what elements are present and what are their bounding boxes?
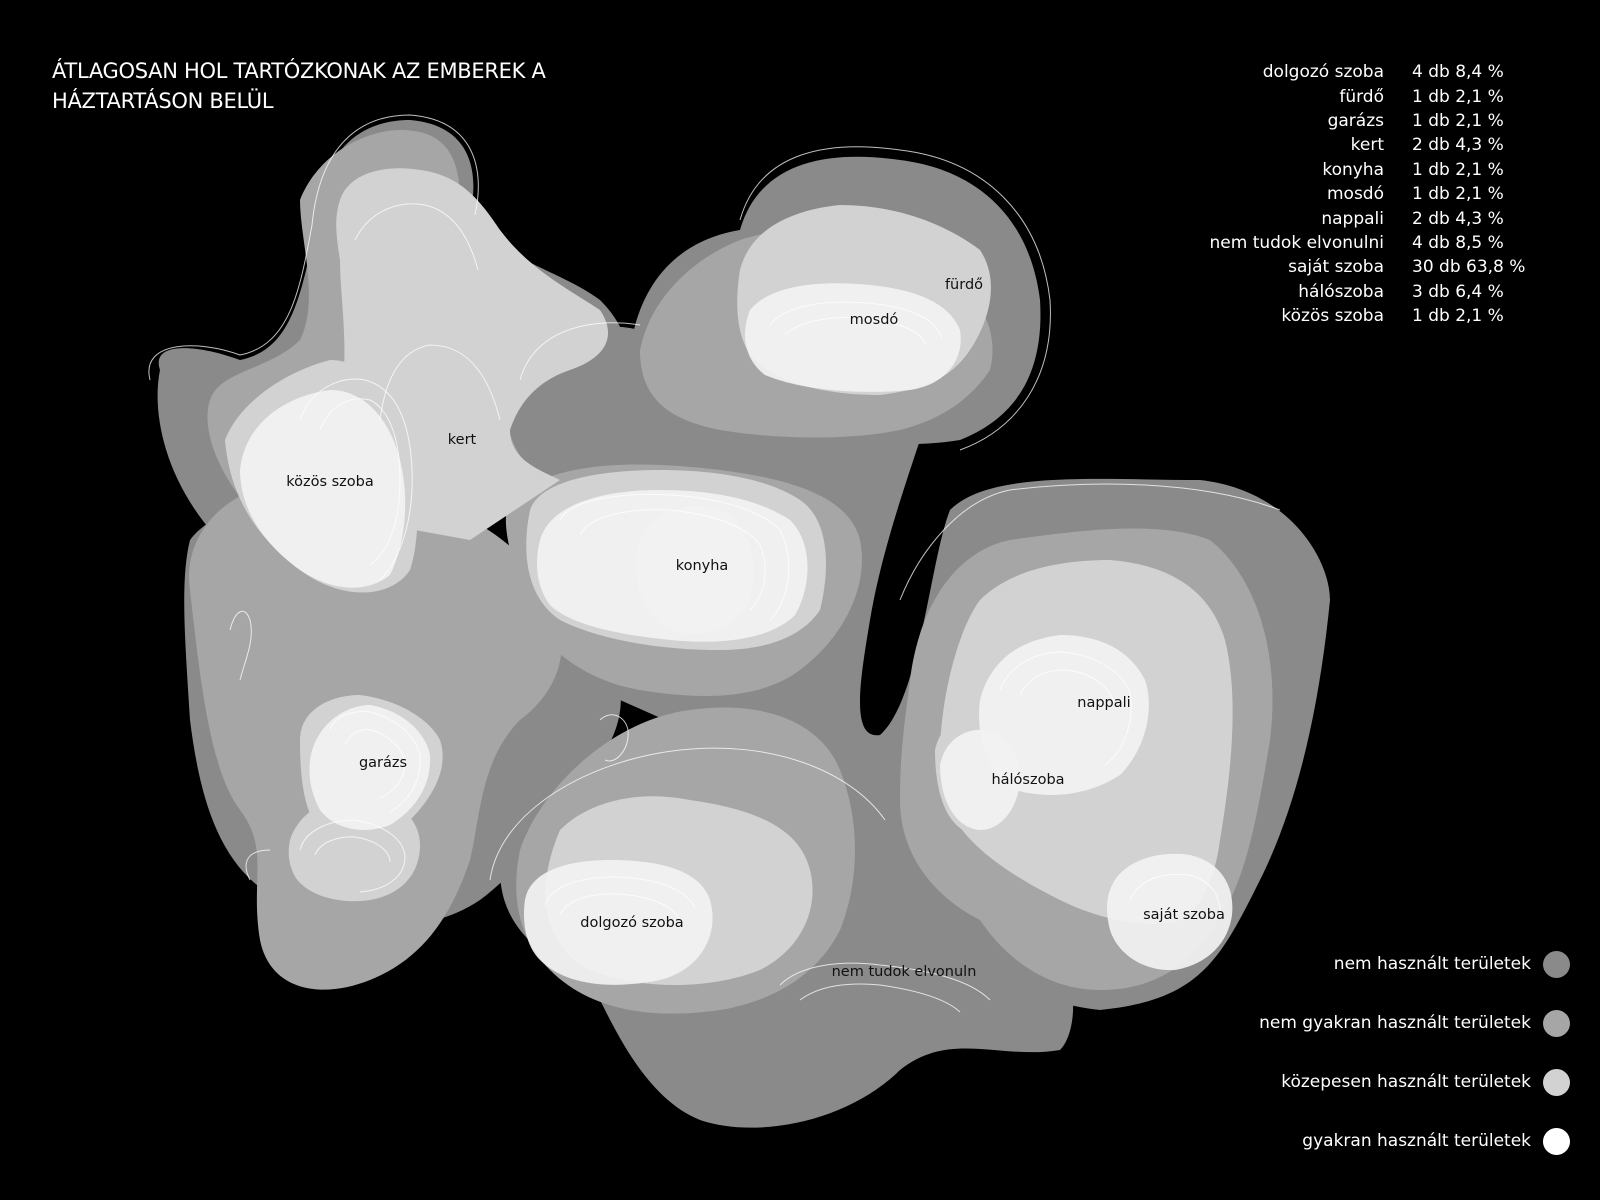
stat-name: közös szoba	[1281, 306, 1384, 327]
label-kert: kert	[447, 432, 477, 448]
legend-label: gyakran használt területek	[1302, 1131, 1531, 1151]
label-sajat-szoba: saját szoba	[1143, 907, 1225, 923]
stat-value: 4 db 8,4 %	[1412, 62, 1504, 83]
legend-label: nem gyakran használt területek	[1259, 1013, 1531, 1033]
legend-item	[1150, 1068, 1570, 1096]
stat-name: nappali	[1321, 208, 1384, 229]
legend-item	[1150, 950, 1570, 978]
stat-value: 1 db 2,1 %	[1412, 184, 1504, 205]
label-nem-tudok-elvonulni: nem tudok elvonuln	[831, 964, 977, 980]
stat-name: kert	[1350, 135, 1384, 156]
stat-value: 30 db 63,8 %	[1412, 257, 1526, 278]
stat-name: nem tudok elvonulni	[1209, 232, 1384, 253]
stat-name: mosdó	[1326, 184, 1384, 205]
stat-value: 1 db 2,1 %	[1412, 110, 1504, 131]
legend	[1150, 950, 1570, 1186]
legend-item	[1150, 1127, 1570, 1155]
stat-value: 1 db 2,1 %	[1412, 159, 1504, 180]
stat-name: konyha	[1322, 159, 1384, 180]
label-dolgozo-szoba: dolgozó szoba	[580, 915, 684, 931]
title-line-2: HÁZTARTÁSON BELÜL	[52, 89, 274, 114]
legend-swatch	[1543, 1069, 1570, 1096]
stat-name: hálószoba	[1298, 281, 1384, 302]
legend-swatch	[1543, 951, 1570, 978]
title-line-1: ÁTLAGOSAN HOL TARTÓZKONAK AZ EMBEREK A	[52, 59, 546, 84]
label-kozos-szoba: közös szoba	[286, 474, 374, 490]
stat-name: garázs	[1327, 110, 1384, 131]
stat-name: fürdő	[1339, 86, 1384, 107]
legend-item	[1150, 1009, 1570, 1037]
stat-value: 2 db 4,3 %	[1412, 208, 1504, 229]
stat-value: 4 db 8,5 %	[1412, 232, 1504, 253]
stat-name: dolgozó szoba	[1262, 62, 1384, 83]
stat-value: 1 db 2,1 %	[1412, 306, 1504, 327]
label-garazs: garázs	[358, 755, 408, 771]
zone-mosdo-white	[745, 283, 961, 392]
label-konyha: konyha	[675, 558, 729, 574]
label-nappali: nappali	[1077, 695, 1131, 711]
stat-value: 1 db 2,1 %	[1412, 86, 1504, 107]
stat-value: 2 db 4,3 %	[1412, 135, 1504, 156]
stat-value: 3 db 6,4 %	[1412, 281, 1504, 302]
legend-label: közepesen használt területek	[1281, 1072, 1531, 1092]
legend-swatch	[1543, 1128, 1570, 1155]
stat-name: saját szoba	[1288, 257, 1384, 278]
label-mosdo: mosdó	[849, 312, 899, 328]
legend-swatch	[1543, 1010, 1570, 1037]
label-furdo: fürdő	[944, 277, 984, 293]
label-haloszoba: hálószoba	[991, 772, 1065, 788]
legend-label: nem használt területek	[1333, 954, 1531, 974]
